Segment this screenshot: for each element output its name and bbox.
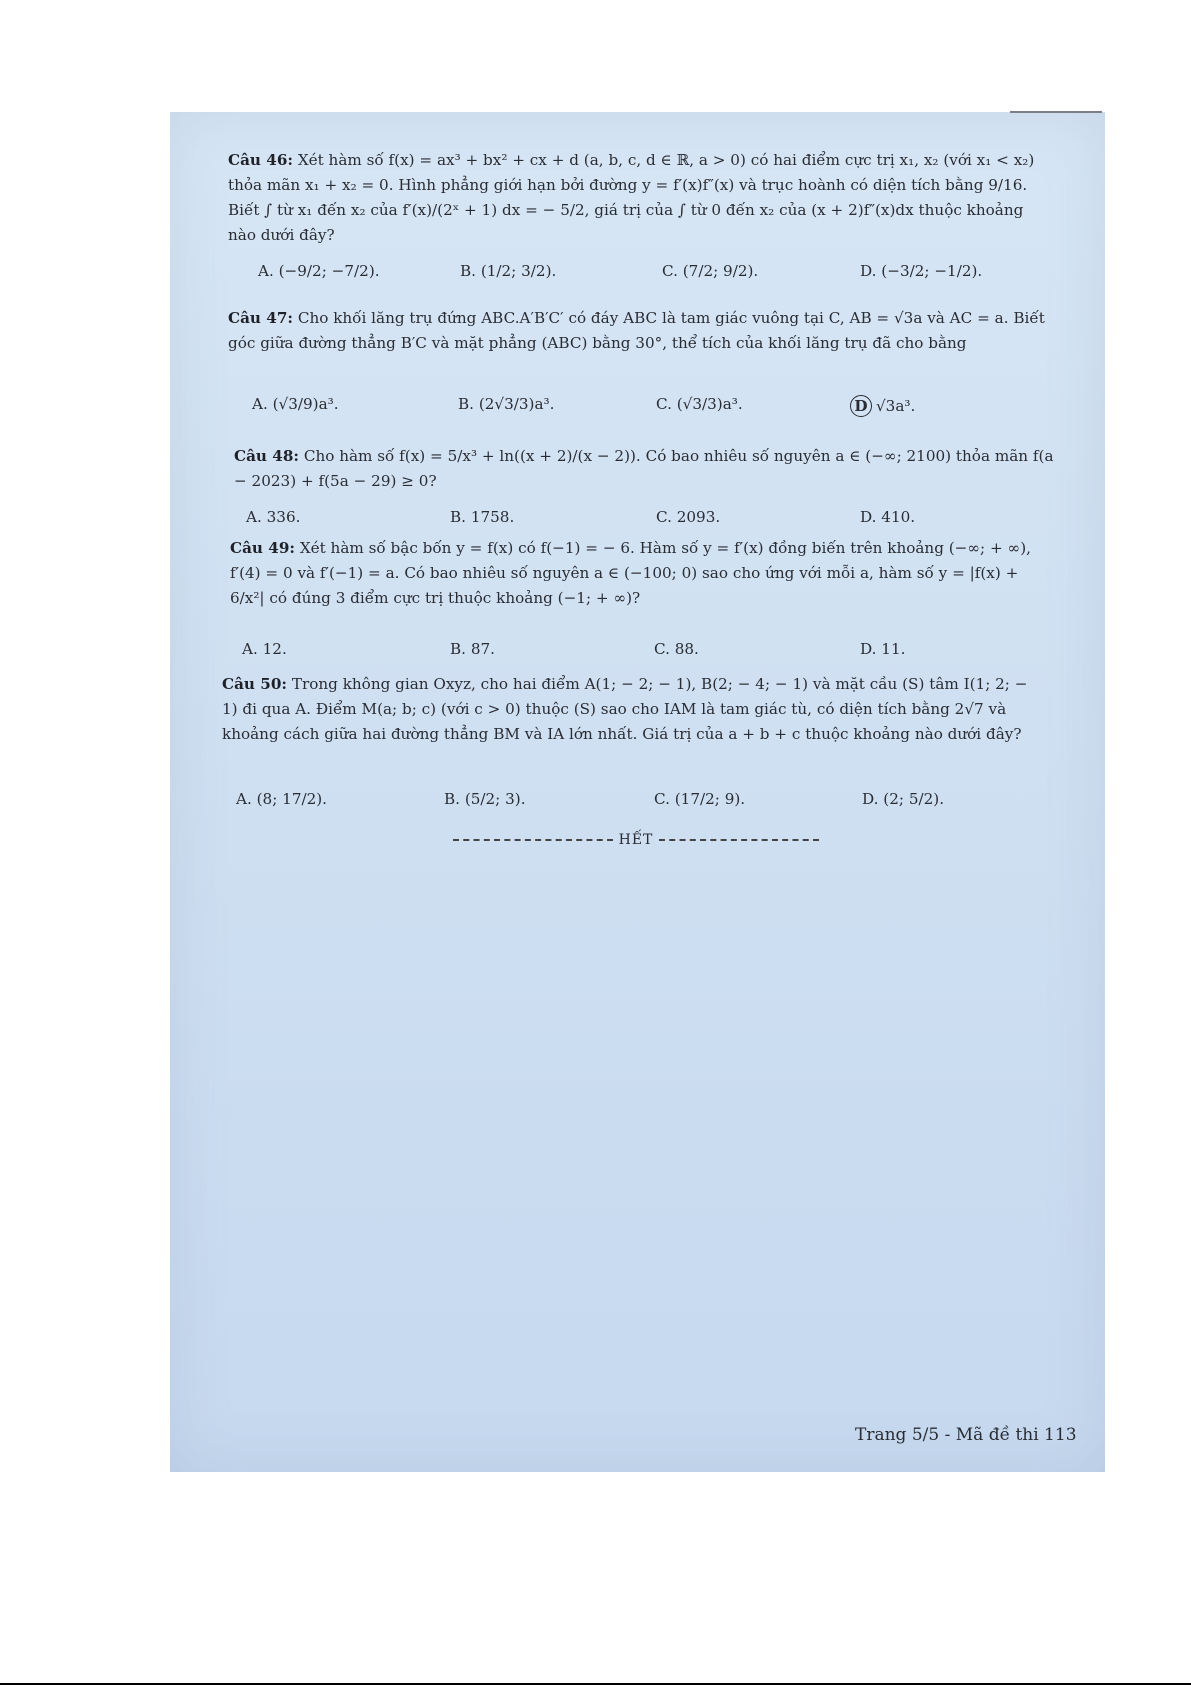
question-48-label: Câu 48: (234, 447, 299, 465)
question-47-label: Câu 47: (228, 309, 293, 327)
question-50-label: Câu 50: (222, 675, 287, 693)
end-of-exam-mark (446, 832, 826, 848)
question-46-label: Câu 46: (228, 151, 293, 169)
question-48 (234, 444, 1054, 494)
option-b[interactable]: B. (5/2; 3). (444, 790, 526, 808)
option-d-marked[interactable] (850, 395, 915, 417)
option-c[interactable]: C. 88. (654, 640, 699, 658)
question-49 (230, 536, 1050, 611)
divider-left (453, 839, 613, 841)
option-b[interactable]: B. 1758. (450, 508, 515, 526)
question-46 (228, 148, 1048, 248)
end-text: HẾT (618, 832, 654, 848)
option-b[interactable]: B. 87. (450, 640, 495, 658)
question-50 (222, 672, 1042, 747)
question-49-text: Xét hàm số bậc bốn y = f(x) có f(−1) = − 6. Hàm số y = f′(x) đồng biến trên khoảng (−∞; + ∞), f′(4) = 0 và f′(−1) = a. Có bao nhiêu số nguyên a ∈ (−100; 0) sao cho ứng với mỗi a, hàm số y = |f(x) + 6/x²| có đúng 3 điểm cực trị thuộc khoảng (−1; + ∞)? (230, 539, 1031, 607)
option-c[interactable]: C. (7/2; 9/2). (662, 262, 759, 280)
option-a[interactable]: A. (√3/9)a³. (252, 395, 339, 413)
option-a[interactable]: A. (8; 17/2). (236, 790, 328, 808)
option-a[interactable]: A. 336. (246, 508, 301, 526)
question-50-text: Trong không gian Oxyz, cho hai điểm A(1; − 2; − 1), B(2; − 4; − 1) và mặt cầu (S) tâm I(1; 2; − 1) đi qua A. Điểm M(a; b; c) (với c > 0) thuộc (S) sao cho IAM là tam giác tù, có diện tích bằng 2√7 và khoảng cách giữa hai đường thẳng BM và IA lớn nhất. Giá trị của a + b + c thuộc khoảng nào dưới đây? (222, 675, 1028, 743)
option-d-text: √3a³. (876, 397, 916, 415)
option-b[interactable]: B. (2√3/3)a³. (458, 395, 555, 413)
option-d[interactable]: D. 11. (860, 640, 906, 658)
page-footer: Trang 5/5 - Mã đề thi 113 (855, 1425, 1077, 1445)
divider-right (659, 839, 819, 841)
option-c[interactable]: C. 2093. (656, 508, 721, 526)
question-47-text: Cho khối lăng trụ đứng ABC.A′B′C′ có đáy ABC là tam giác vuông tại C, AB = √3a và AC = a. Biết góc giữa đường thẳng B′C và mặt phẳng (ABC) bằng 30°, thể tích của khối lăng trụ đã cho bằng (228, 309, 1045, 352)
question-48-text: Cho hàm số f(x) = 5/x³ + ln((x + 2)/(x − 2)). Có bao nhiêu số nguyên a ∈ (−∞; 2100) thỏa mãn f(a − 2023) + f(5a − 29) ≥ 0? (234, 447, 1054, 490)
question-47 (228, 306, 1048, 356)
page-edge-line (1010, 111, 1102, 113)
answer-circle-mark: D (850, 395, 872, 417)
option-c[interactable]: C. (√3/3)a³. (656, 395, 743, 413)
option-d[interactable]: D. 410. (860, 508, 916, 526)
question-46-text: Xét hàm số f(x) = ax³ + bx² + cx + d (a, b, c, d ∈ ℝ, a > 0) có hai điểm cực trị x₁, x₂ (với x₁ < x₂) thỏa mãn x₁ + x₂ = 0. Hình phẳng giới hạn bởi đường y = f′(x)f″(x) và trục hoành có diện tích bằng 9/16. Biết ∫ từ x₁ đến x₂ của f′(x)/(2ˣ + 1) dx = − 5/2, giá trị của ∫ từ 0 đến x₂ của (x + 2)f″(x)dx thuộc khoảng nào dưới đây? (228, 151, 1035, 244)
option-d[interactable]: D. (−3/2; −1/2). (860, 262, 983, 280)
option-b[interactable]: B. (1/2; 3/2). (460, 262, 557, 280)
question-49-label: Câu 49: (230, 539, 295, 557)
option-a[interactable]: A. (−9/2; −7/2). (258, 262, 380, 280)
option-c[interactable]: C. (17/2; 9). (654, 790, 746, 808)
option-a[interactable]: A. 12. (242, 640, 287, 658)
option-d[interactable]: D. (2; 5/2). (862, 790, 945, 808)
